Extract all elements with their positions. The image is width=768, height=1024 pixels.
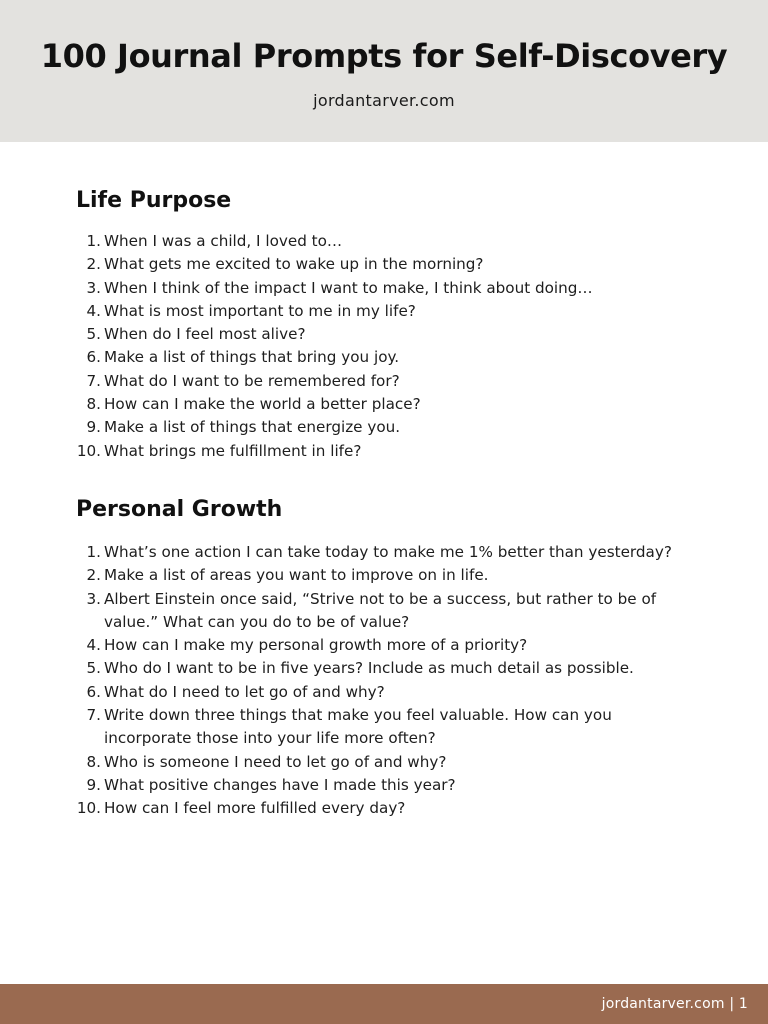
prompt-text: How can I feel more fulfilled every day? (104, 799, 406, 818)
section-life-purpose (76, 186, 696, 463)
prompt-text: Make a list of areas you want to improve on in life. (104, 566, 489, 585)
list-item (76, 300, 696, 323)
list-number: 2. (86, 566, 101, 585)
list-number: 8. (86, 395, 101, 414)
list-item (76, 230, 696, 253)
list-item (76, 370, 696, 393)
list-number: 8. (86, 752, 101, 771)
list-item (76, 277, 696, 300)
prompt-text: How can I make the world a better place? (104, 395, 421, 414)
list-number: 5. (86, 659, 101, 678)
list-item (76, 564, 696, 587)
list-item (76, 681, 696, 704)
list-number: 1. (86, 232, 101, 250)
page-title: 100 Journal Prompts for Self-Discovery (40, 37, 728, 75)
prompt-text: Make a list of things that bring you joy. (104, 348, 400, 367)
list-number: 7. (86, 371, 101, 390)
list-number: 9. (86, 775, 101, 794)
prompt-text: Make a list of things that energize you. (104, 418, 401, 437)
prompt-text: Who do I want to be in five years? Include as much detail as possible. (104, 659, 634, 678)
prompt-text: What positive changes have I made this year? (104, 775, 456, 794)
prompt-text: What is most important to me in my life? (104, 301, 416, 320)
prompt-text: What do I need to let go of and why? (104, 682, 385, 701)
list-item (76, 416, 696, 439)
list-item (76, 704, 696, 751)
list-number: 3. (86, 278, 101, 297)
list-number: 4. (86, 636, 101, 655)
section-heading: Life Purpose (76, 188, 232, 213)
list-number: 9. (86, 418, 101, 437)
prompt-text: When do I feel most alive? (104, 325, 306, 344)
list-item (76, 588, 696, 635)
prompt-text: When I think of the impact I want to make, I think about doing… (104, 278, 593, 297)
list-item (76, 634, 696, 657)
list-item (76, 393, 696, 416)
prompt-list (76, 230, 696, 463)
list-item (76, 541, 696, 564)
list-number: 6. (86, 348, 101, 367)
list-item (76, 253, 696, 276)
prompt-list (76, 541, 696, 821)
page-header (0, 0, 768, 142)
list-number: 2. (86, 255, 101, 274)
list-number: 5. (86, 325, 101, 344)
list-item (76, 440, 696, 463)
list-item (76, 346, 696, 369)
list-item (76, 323, 696, 346)
list-item (76, 774, 696, 797)
list-item (76, 797, 696, 820)
prompt-text: What’s one action I can take today to make me 1% better than yesterday? (104, 543, 672, 561)
list-number: 3. (86, 589, 101, 608)
list-number: 10. (76, 441, 101, 460)
list-number: 1. (86, 543, 101, 561)
page-footer (0, 984, 768, 1024)
site-url: jordantarver.com (313, 91, 455, 110)
prompt-text: What brings me fulfillment in life? (104, 441, 362, 460)
prompt-text: Albert Einstein once said, “Strive not to be a success, but rather to be of value.” What can you do to be of value? (104, 589, 657, 631)
list-number: 6. (86, 682, 101, 701)
prompt-text: Who is someone I need to let go of and why? (104, 752, 447, 771)
footer-site-page-number: jordantarver.com | 1 (601, 996, 748, 1012)
list-number: 10. (76, 799, 101, 818)
list-number: 7. (86, 706, 101, 725)
section-heading: Personal Growth (76, 497, 283, 522)
section-personal-growth (76, 495, 696, 821)
list-number: 4. (86, 301, 101, 320)
prompt-text: Write down three things that make you feel valuable. How can you incorporate those into your life more often? (104, 706, 612, 748)
list-item (76, 657, 696, 680)
list-item (76, 751, 696, 774)
prompt-text: What gets me excited to wake up in the morning? (104, 255, 484, 274)
prompt-text: When I was a child, I loved to… (104, 232, 343, 250)
prompt-text: What do I want to be remembered for? (104, 371, 400, 390)
prompt-text: How can I make my personal growth more of a priority? (104, 636, 528, 655)
